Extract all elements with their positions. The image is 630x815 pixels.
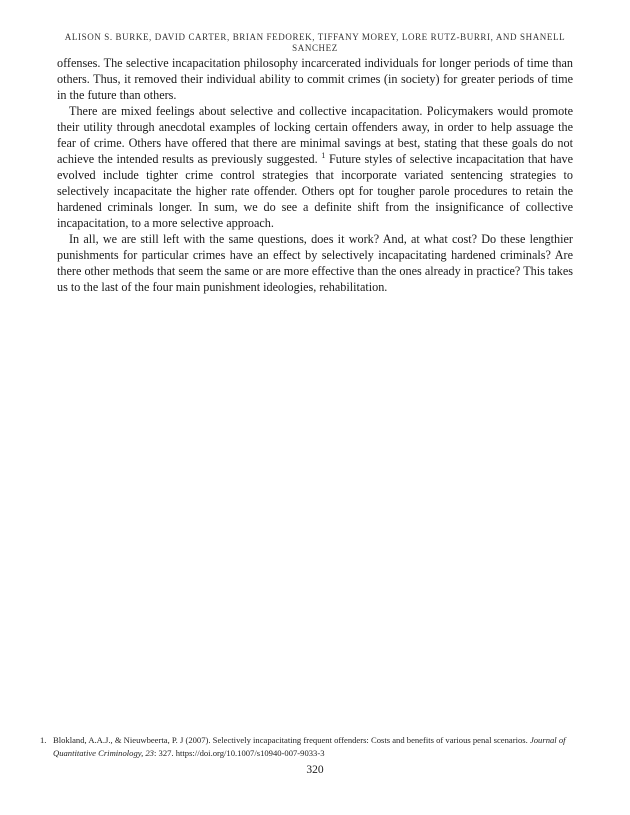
footnote-journal: Journal of Quantitative Criminology, 23 [53, 735, 566, 758]
body-text [57, 55, 573, 295]
paragraph-text-after-note: Future styles of selective incapacitation that have evolved include tighter crime control strategies that incorporate variated sentencing strategies to selectively incapacitate the higher rate offender. Others opt for tougher parole procedures to retain the hardened criminals longer. In sum, we do see a definite shift from the insignificance of collective incapacitation, to a more selective approach. [57, 152, 574, 230]
running-header [48, 32, 582, 54]
paragraph-continued: offenses. The selective incapacitation philosophy incarcerated individuals for longer periods of time than others. Thus, it removed their individual ability to commit crimes (in society) for greater periods of time in the future than others. [57, 56, 573, 102]
footnote-citation: Blokland, A.A.J., & Nieuwbeerta, P. J (2007). Selectively incapacitating frequent offenders: Costs and benefits of various penal scenarios. [53, 735, 528, 745]
footnote-reference[interactable]: 1 [321, 150, 326, 160]
page-number: 320 [306, 764, 324, 776]
header-authors-line-1: ALISON S. BURKE, DAVID CARTER, BRIAN FEDOREK, TIFFANY MOREY, LORE RUTZ-BURRI, AND SHANELL [64, 32, 566, 42]
footnote-body [53, 734, 590, 760]
paragraph-in-all: In all, we are still left with the same questions, does it work? And, at what cost? Do these lengthier punishments for particular crimes have an effect by selectively incapacitating hardened criminals? Are there other methods that seem the same or are more effective than the ones already in practice? This takes us to the last of the four main punishment ideologies, rehabilitation. [57, 232, 573, 294]
paragraph-mixed-feelings [57, 103, 573, 231]
footnotes [40, 734, 590, 760]
footnote-number: 1. [40, 735, 47, 745]
paragraph-text-before-note: There are mixed feelings about selective and collective incapacitation. Policymakers would promote their utility through anecdotal examples of locking certain offenders away, in order to help assuage the fear of crime. Others have offered that there are minimal savings at best, stating that these goals do not achieve the intended results as previously suggested. [57, 104, 573, 166]
footnote-item [40, 734, 590, 760]
header-authors-line-2: SANCHEZ [292, 43, 338, 53]
footnote-citation-end: : 327. https://doi.org/10.1007/s10940-007-9033-3 [153, 748, 325, 758]
